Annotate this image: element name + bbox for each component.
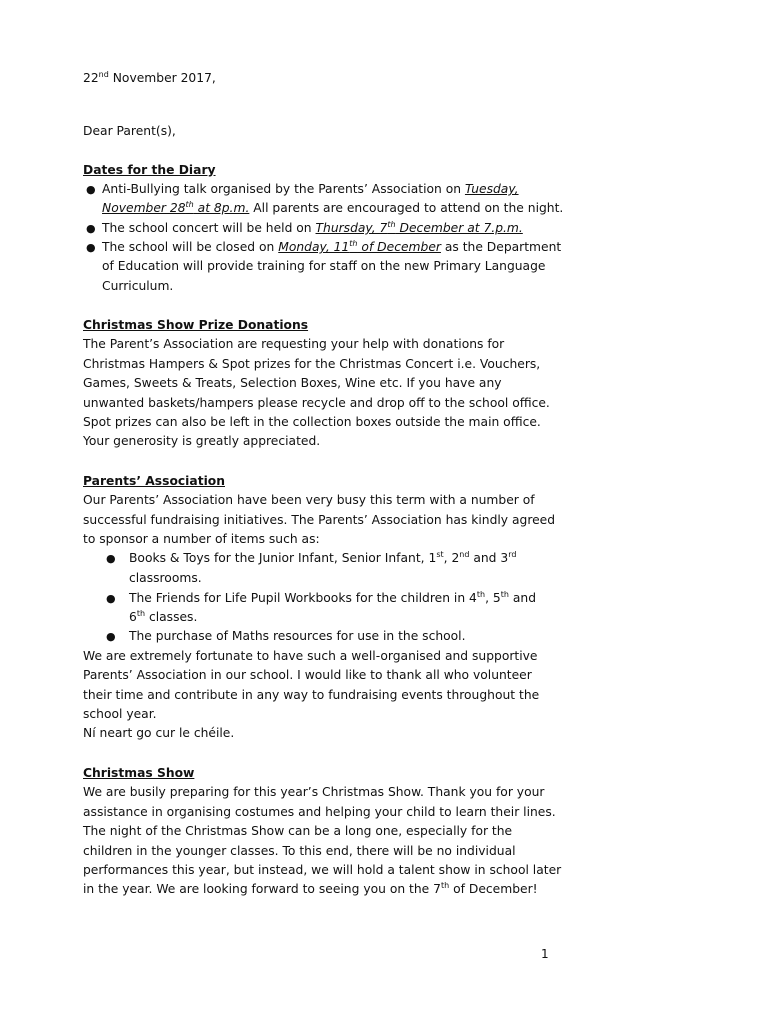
show-line: performances this year, but instead, we will hold a talent show in school later [83, 863, 562, 877]
date-suffix: nd [98, 69, 109, 79]
diary-item-2 [102, 219, 523, 238]
pa-item-2-text-e: classes. [145, 610, 198, 624]
show-line: children in the younger classes. To this end, there will be no individual [83, 844, 516, 858]
pa-intro-line: to sponsor a number of items such as: [83, 532, 320, 546]
bullet-icon: ● [86, 222, 96, 235]
show-last-text: in the year. We are looking forward to seeing you on the 7 [83, 882, 441, 896]
diary-item-3-line-3: Curriculum. [102, 279, 174, 293]
prize-line: Games, Sweets & Treats, Selection Boxes, Wine etc. If you have any [83, 376, 502, 390]
show-line: assistance in organising costumes and helping your child to learn their lines. [83, 805, 556, 819]
diary-item-3-date-end: of December [357, 240, 441, 254]
diary-item-3-line-1 [102, 238, 561, 257]
show-line-last [83, 880, 538, 899]
show-last-sup: th [440, 880, 450, 890]
show-line: We are busily preparing for this year’s Christmas Show. Thank you for your [83, 785, 545, 799]
diary-item-1-text: Anti-Bullying talk organised by the Parents’ Association on [102, 182, 465, 196]
bullet-icon: ● [86, 241, 96, 254]
diary-item-1-date-main: November 28 [102, 201, 186, 215]
diary-item-2-date-end: December at 7.p.m. [395, 221, 523, 235]
bullet-icon: ● [106, 630, 116, 643]
pa-item-2-text: The Friends for Life Pupil Workbooks for the children in 4 [129, 591, 477, 605]
letter-date [83, 69, 216, 88]
bullet-icon: ● [106, 552, 116, 565]
pa-item-1-line-2: classrooms. [129, 571, 202, 585]
pa-item-1-sup-2: nd [459, 549, 470, 559]
prize-line: Spot prizes can also be left in the collection boxes outside the main office. [83, 415, 541, 429]
prize-line: Your generosity is greatly appreciated. [83, 434, 321, 448]
date-rest: November 2017, [108, 71, 216, 85]
pa-item-2-sup-3: th [136, 608, 146, 618]
diary-item-1-date-start: Tuesday, [464, 182, 519, 196]
pa-item-2-sup-1: th [476, 589, 486, 599]
pa-item-1-line-1 [129, 549, 516, 568]
pa-item-1-text-c: and 3 [469, 551, 509, 565]
diary-item-1-date-end: at 8p.m. [193, 201, 250, 215]
prize-line: Christmas Hampers & Spot prizes for the Christmas Concert i.e. Vouchers, [83, 357, 541, 371]
show-heading: Christmas Show [83, 766, 195, 780]
diary-item-1-line-2 [102, 199, 563, 218]
pa-outro-line: Parents’ Association in our school. I would like to thank all who volunteer [83, 668, 532, 682]
diary-item-1-date-sup: th [185, 199, 194, 209]
pa-item-2-sup-2: th [500, 589, 509, 599]
pa-item-2-line-2 [129, 608, 197, 627]
pa-heading: Parents’ Association [83, 474, 225, 488]
pa-item-2-text-d: 6 [129, 610, 137, 624]
pa-item-2-text-b: , 5 [485, 591, 501, 605]
diary-item-2-text: The school concert will be held on [102, 221, 316, 235]
prize-line: The Parent’s Association are requesting your help with donations for [83, 337, 505, 351]
pa-outro-line: school year. [83, 707, 157, 721]
pa-item-2-line-1 [129, 589, 536, 608]
salutation: Dear Parent(s), [83, 124, 176, 138]
bullet-icon: ● [86, 183, 96, 196]
diary-item-3-text: The school will be closed on [102, 240, 279, 254]
bullet-icon: ● [106, 592, 116, 605]
diary-heading: Dates for the Diary [83, 163, 216, 177]
diary-item-3-date-sup: th [349, 238, 358, 248]
pa-item-1-sup-1: st [436, 549, 444, 559]
diary-item-2-date [316, 221, 523, 235]
pa-item-3: The purchase of Maths resources for use in the school. [129, 629, 466, 643]
pa-outro-line: Ní neart go cur le chéile. [83, 726, 235, 740]
page-number: 1 [541, 947, 549, 961]
diary-item-2-date-main: Thursday, 7 [315, 221, 388, 235]
diary-item-3-line-2: of Education will provide training for staff on the new Primary Language [102, 259, 546, 273]
pa-item-1-text: Books & Toys for the Junior Infant, Senior Infant, 1 [129, 551, 437, 565]
pa-outro-line: We are extremely fortunate to have such a well-organised and supportive [83, 649, 538, 663]
pa-item-2-text-c: and [508, 591, 537, 605]
diary-item-3-date-main: Monday, 11 [278, 240, 350, 254]
pa-item-1-text-b: , 2 [443, 551, 460, 565]
diary-item-2-date-sup: th [387, 219, 396, 229]
pa-outro-line: their time and contribute in any way to fundraising events throughout the [83, 688, 540, 702]
pa-item-1-sup-3: rd [508, 549, 517, 559]
diary-item-1-line-1 [102, 180, 519, 199]
show-line: The night of the Christmas Show can be a long one, especially for the [83, 824, 513, 838]
diary-item-1-date [102, 201, 249, 215]
date-day: 22 [83, 71, 99, 85]
diary-item-3-tail: as the Department [440, 240, 562, 254]
pa-intro-line: successful fundraising initiatives. The Parents’ Association has kindly agreed [83, 513, 556, 527]
prize-line: unwanted baskets/hampers please recycle and drop off to the school office. [83, 396, 550, 410]
prize-heading: Christmas Show Prize Donations [83, 318, 309, 332]
pa-intro-line: Our Parents’ Association have been very busy this term with a number of [83, 493, 535, 507]
diary-item-3-date [278, 240, 441, 254]
show-last-end: of December! [449, 882, 538, 896]
diary-item-1-tail: All parents are encouraged to attend on the night. [249, 201, 564, 215]
